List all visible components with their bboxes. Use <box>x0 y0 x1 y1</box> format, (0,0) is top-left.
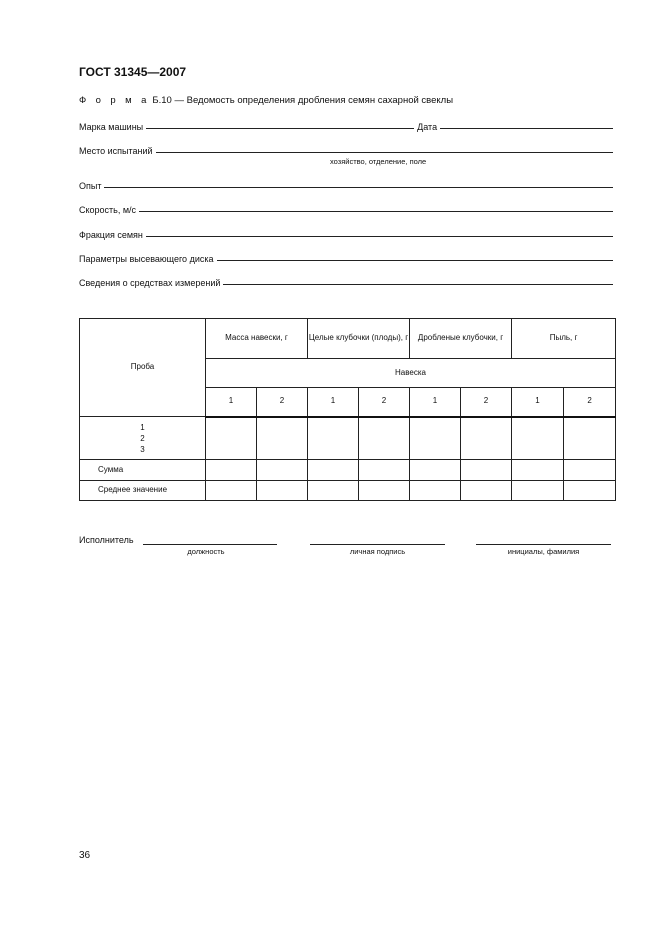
data-cell[interactable] <box>410 460 461 481</box>
header-whole-clusters: Целые клубочки (плоды), г <box>308 319 410 359</box>
date-label: Дата <box>417 122 438 132</box>
data-cell[interactable] <box>206 417 257 460</box>
portion-number: 1 <box>512 388 564 417</box>
seed-fraction-line[interactable] <box>146 236 613 237</box>
data-cell[interactable] <box>564 460 616 481</box>
date-line[interactable] <box>440 128 613 129</box>
field-seed-fraction[interactable] <box>79 226 613 240</box>
field-speed[interactable] <box>79 201 613 215</box>
portion-number: 1 <box>206 388 257 417</box>
mean-label: Среднее значение <box>80 481 206 501</box>
portion-number: 2 <box>461 388 512 417</box>
executor-label: Исполнитель <box>79 535 134 545</box>
sample-number: 3 <box>140 444 145 454</box>
portion-number: 2 <box>564 388 616 417</box>
experiment-label: Опыт <box>79 181 102 191</box>
data-cell[interactable] <box>410 417 461 460</box>
form-title-prefix: Ф о р м а <box>79 95 150 106</box>
name-line[interactable] <box>476 544 611 545</box>
test-place-line[interactable] <box>156 152 613 153</box>
sum-label: Сумма <box>80 460 206 481</box>
data-cell[interactable] <box>410 481 461 501</box>
form-title-text: Б.10 — Ведомость определения дробления семян сахарной свеклы <box>149 95 454 106</box>
data-cell[interactable] <box>512 481 564 501</box>
header-sample: Проба <box>80 319 206 417</box>
disk-params-label: Параметры высевающего диска <box>79 254 214 264</box>
test-place-label: Место испытаний <box>79 146 153 156</box>
field-machine-brand[interactable] <box>79 118 613 132</box>
data-cell[interactable] <box>512 460 564 481</box>
data-table <box>79 318 616 501</box>
position-hint: должность <box>187 547 225 556</box>
data-cell[interactable] <box>257 417 308 460</box>
disk-params-line[interactable] <box>217 260 614 261</box>
sample-numbers <box>80 417 206 460</box>
data-cell[interactable] <box>359 417 410 460</box>
data-cell[interactable] <box>461 417 512 460</box>
experiment-line[interactable] <box>104 187 613 188</box>
portion-number: 2 <box>359 388 410 417</box>
data-cell[interactable] <box>206 481 257 501</box>
speed-line[interactable] <box>139 211 613 212</box>
sample-number: 1 <box>140 422 145 432</box>
data-cell[interactable] <box>257 460 308 481</box>
data-cell[interactable] <box>257 481 308 501</box>
data-cell[interactable] <box>461 460 512 481</box>
machine-brand-line[interactable] <box>146 128 414 129</box>
position-line[interactable] <box>143 544 277 545</box>
data-cell[interactable] <box>512 417 564 460</box>
field-experiment[interactable] <box>79 177 613 191</box>
speed-label: Скорость, м/с <box>79 205 137 215</box>
sample-number: 2 <box>140 433 145 443</box>
portion-number: 2 <box>257 388 308 417</box>
data-cell[interactable] <box>359 460 410 481</box>
header-dust: Пыль, г <box>512 319 616 359</box>
field-disk-params[interactable] <box>79 250 613 264</box>
header-sample-mass: Масса навески, г <box>206 319 308 359</box>
document-header: ГОСТ 31345—2007 <box>79 65 187 79</box>
data-cell[interactable] <box>308 417 359 460</box>
page-number: 36 <box>79 850 91 861</box>
test-place-hint: хозяйство, отделение, поле <box>330 157 427 166</box>
data-cell[interactable] <box>359 481 410 501</box>
header-portion: Навеска <box>206 359 616 388</box>
data-cell[interactable] <box>564 481 616 501</box>
portion-number: 1 <box>410 388 461 417</box>
data-cell[interactable] <box>308 460 359 481</box>
field-measurement-info[interactable] <box>79 274 613 288</box>
machine-brand-label: Марка машины <box>79 122 144 132</box>
data-cell[interactable] <box>461 481 512 501</box>
measurement-info-label: Сведения о средствах измерений <box>79 278 221 288</box>
header-crushed-clusters: Дробленые клубочки, г <box>410 319 512 359</box>
form-title <box>79 95 453 106</box>
measurement-info-line[interactable] <box>223 284 613 285</box>
data-cell[interactable] <box>308 481 359 501</box>
field-test-place[interactable] <box>79 142 613 156</box>
data-cell[interactable] <box>206 460 257 481</box>
signature-hint: личная подпись <box>349 547 406 556</box>
signature-line[interactable] <box>310 544 445 545</box>
seed-fraction-label: Фракция семян <box>79 230 143 240</box>
data-cell[interactable] <box>564 417 616 460</box>
name-hint: инициалы, фамилия <box>507 547 580 556</box>
portion-number: 1 <box>308 388 359 417</box>
